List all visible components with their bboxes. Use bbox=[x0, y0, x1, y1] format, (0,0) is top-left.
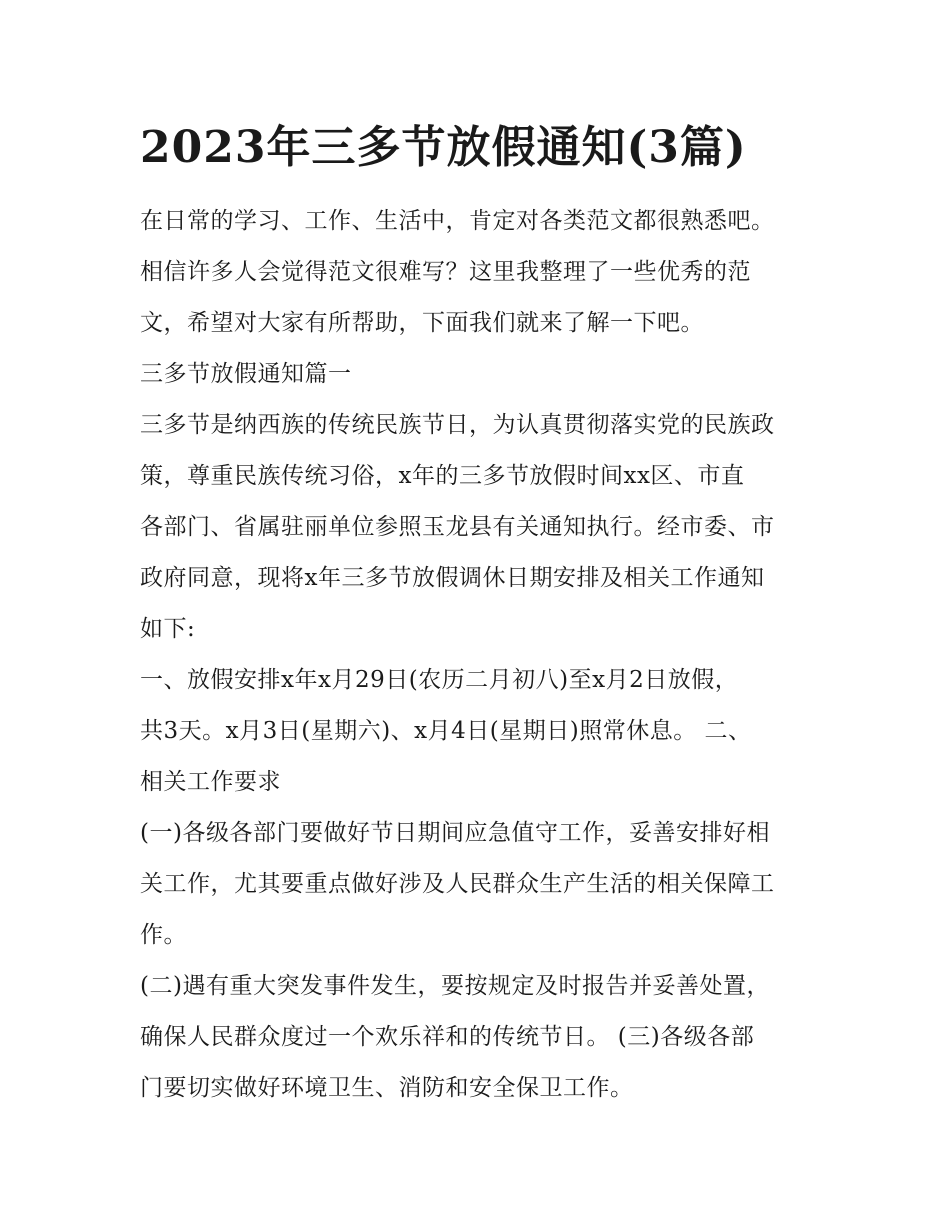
body-line: 作。 bbox=[140, 922, 187, 948]
body-line: 政府同意，现将x年三多节放假调休日期安排及相关工作通知 bbox=[140, 565, 765, 591]
body-line: 一、放假安排x年x月29日(农历二月初八)至x月2日放假， bbox=[140, 667, 739, 693]
body-line: 如下: bbox=[140, 616, 196, 642]
body-line: 共3天。x月3日(星期六)、x月4日(星期日)照常休息。 二、 bbox=[140, 718, 752, 744]
body-line: 文，希望对大家有所帮助，下面我们就来了解一下吧。 bbox=[140, 310, 704, 336]
body-line: 策，尊重民族传统习俗，x年的三多节放假时间xx区、市直 bbox=[140, 463, 745, 489]
body-line: 相信许多人会觉得范文很难写？这里我整理了一些优秀的范 bbox=[140, 259, 751, 285]
body-line: 门要切实做好环境卫生、消防和安全保卫工作。 bbox=[140, 1075, 634, 1101]
body-line: 相关工作要求 bbox=[140, 769, 281, 795]
section-heading: 三多节放假通知篇一 bbox=[140, 361, 352, 387]
body-line: (二)遇有重大突发事件发生，要按规定及时报告并妥善处置， bbox=[140, 973, 770, 999]
body-line: (一)各级各部门要做好节日期间应急值守工作，妥善安排好相 bbox=[140, 820, 770, 846]
body-line: 关工作，尤其要重点做好涉及人民群众生产生活的相关保障工 bbox=[140, 871, 775, 897]
body-line: 确保人民群众度过一个欢乐祥和的传统节日。 (三)各级各部 bbox=[140, 1024, 755, 1050]
document-title: 2023年三多节放假通知(3篇) bbox=[140, 122, 747, 173]
body-line: 三多节是纳西族的传统民族节日，为认真贯彻落实党的民族政 bbox=[140, 412, 775, 438]
body-line: 各部门、省属驻丽单位参照玉龙县有关通知执行。经市委、市 bbox=[140, 514, 775, 540]
body-line: 在日常的学习、工作、生活中，肯定对各类范文都很熟悉吧。 bbox=[140, 208, 775, 234]
